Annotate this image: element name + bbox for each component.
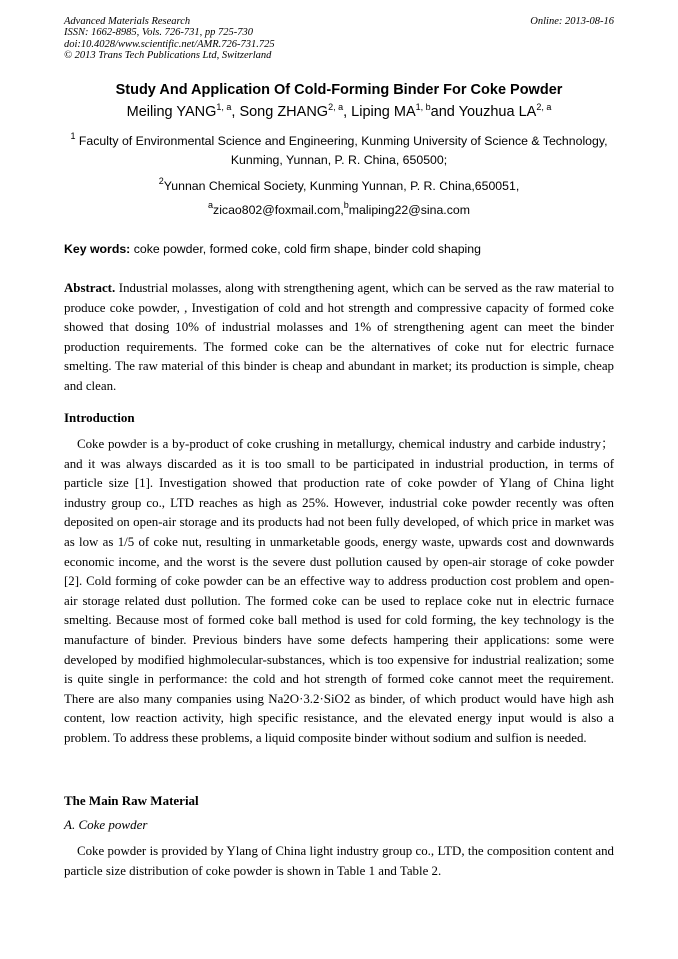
online-date: Online: 2013-08-16 [530, 16, 614, 27]
journal-name: Advanced Materials Research [64, 16, 191, 27]
affiliation-text: Faculty of Environmental Science and Engineering, Kunming University of Science & Technology, Kunming, Yunnan, P. R. China, 650500; [78, 134, 608, 167]
abstract-text: Industrial molasses, along with strengthening agent, which can be served as the raw material to produce coke powder, , Investigation of cold and hot strength and compressive capacity of formed coke showed that dosing 10% of industrial molasses and 1% of strengthening agent can meet the binder production requirements. The formed coke can be the alternatives of coke nut for electric furnace smelting. The raw material of this binder is cheap and abundant in market; its production is simple, cheap and clean. [64, 281, 614, 393]
issn-line: ISSN: 1662-8985, Vols. 726-731, pp 725-730 [64, 27, 253, 39]
keywords [64, 242, 614, 256]
email-a[interactable]: zicao802@foxmail.com, [213, 203, 344, 217]
journal-header [64, 16, 275, 61]
author-affiliation-mark: 2, a [536, 102, 552, 112]
paper-title: Study And Application Of Cold-Forming Binder For Coke Powder [115, 82, 563, 98]
author-name: Liping MA [351, 104, 416, 120]
author-name: Song ZHANG [239, 104, 329, 120]
author-name: Youzhua LA [458, 104, 537, 120]
section-heading-introduction: Introduction [64, 410, 135, 425]
keywords-text: coke powder, formed coke, cold firm shape, binder cold shaping [133, 242, 481, 256]
author-list: Meiling YANG$^{1, a}$, Song ZHANG$^{2, a}$, Liping MA$^{1, b}$and Youzhua LA$^{2, a}$ [126, 102, 552, 120]
author-affiliation-mark: 2, a [328, 102, 344, 112]
abstract-label: Abstract. [64, 281, 116, 295]
affiliation-mark: 1 [70, 131, 76, 141]
author-name: Meiling YANG [126, 104, 217, 120]
affiliation-mark: 2 [158, 176, 164, 186]
affiliation-1 [64, 132, 614, 170]
email-b[interactable]: maliping22@sina.com [348, 203, 470, 217]
affiliation-2 [64, 177, 614, 196]
author-affiliation-mark: 1, a [216, 102, 232, 112]
copyright-line: © 2013 Trans Tech Publications Ltd, Switzerland [64, 49, 272, 61]
abstract [64, 279, 614, 397]
author-affiliation-mark: 1, b [415, 102, 431, 112]
subsection-heading-coke-powder: A. Coke powder [64, 817, 148, 832]
section-heading-raw-material: The Main Raw Material [64, 793, 199, 808]
keywords-label: Key words: [64, 242, 131, 256]
affiliation-text: Yunnan Chemical Society, Kunming Yunnan, P. R. China,650051, [163, 179, 520, 193]
author-emails [0, 200, 678, 217]
email-mark: a [208, 200, 214, 210]
email-mark: b [343, 200, 349, 210]
coke-powder-paragraph: Coke powder is provided by Ylang of China light industry group co., LTD, the composition content and particle size distribution of coke powder is shown in Table 1 and Table 2. [64, 844, 614, 878]
doi-line[interactable]: doi:10.4028/www.scientific.net/AMR.726-731.725 [64, 38, 275, 50]
introduction-paragraph: Coke powder is a by-product of coke crushing in metallurgy, chemical industry and carbide industry；and it was always discarded as it is too small to be participated in industrial production, in terms of particle size [1]. Investigation showed that production rate of coke powder of Ylang of China light industry group co., LTD reaches as high as 25%. However, industrial coke powder recently was often deposited on open-air storage and its products had not been fully developed, of which price in market was as low as 1/5 of coke nut, resulting in unmarketable goods, energy waste, upwards cost and downwards economic income, and the worst is the severe dust pollution caused by open-air storage of coke powder [2]. Cold forming of coke powder can be an effective way to address production cost problem and open-air storage related dust pollution. The formed coke can be used to replace coke nut in electric furnace smelting. Because most of formed coke ball method is used for cold forming, the key technology is the manufacture of binder. Previous binders have some defects hampering their applications: some were developed by modified highmolecular-substances, which is too expensive for industrial realization; some is quite single in performance: the cold and hot strength of formed coke cannot meet the requirement. There are also many companies using Na2O·3.2·SiO2 as binder, of which product would have high ash content, low reaction activity, high specific resistance, and the elevated energy input would is also a problem. To address these problems, a liquid composite binder without sodium and sulfion is needed. [64, 437, 614, 745]
